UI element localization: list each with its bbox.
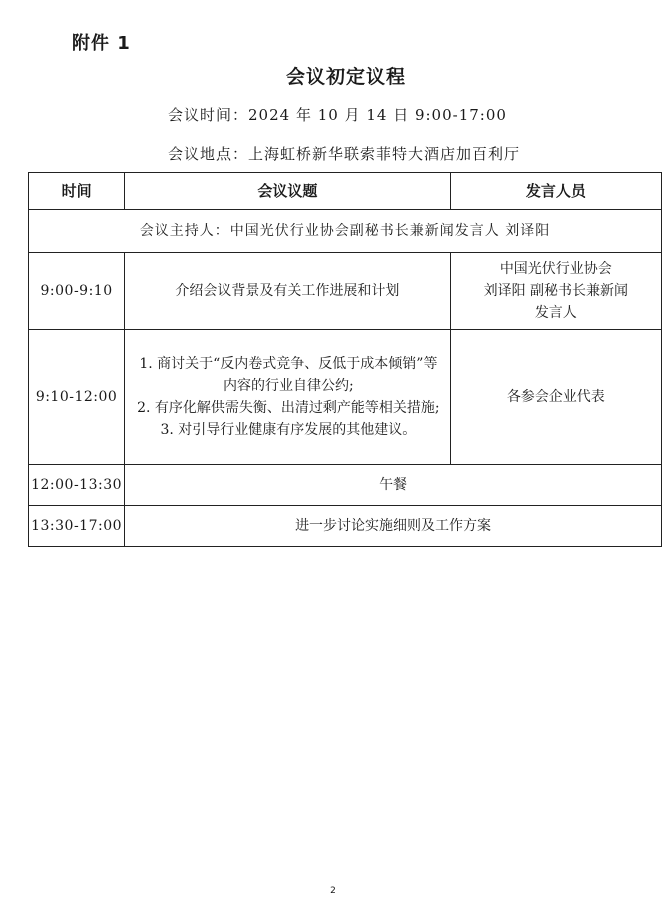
column-header-time: 时间	[29, 173, 125, 210]
merged-cell: 午餐	[125, 465, 662, 506]
topic-cell: 介绍会议背景及有关工作进展和计划	[125, 253, 451, 330]
topic-item: 3. 对引导行业健康有序发展的其他建议。	[160, 422, 417, 438]
table-header-row	[29, 173, 662, 210]
meeting-place: 会议地点：上海虹桥新华联索菲特大酒店加百利厅	[168, 145, 521, 163]
topic-item: 1. 商讨关于“反内卷式竞争、反低于成本倾销”等内容的行业自律公约;	[139, 356, 438, 394]
topic-item: 2. 有序化解供需失衡、出清过剩产能等相关措施;	[137, 400, 440, 416]
column-header-topic: 会议议题	[125, 173, 451, 210]
topic-cell	[125, 330, 451, 465]
time-cell: 13:30-17:00	[29, 506, 125, 547]
time-cell: 9:10-12:00	[29, 330, 125, 465]
table-row	[29, 465, 662, 506]
speaker-line: 中国光伏行业协会	[499, 261, 612, 277]
page-number: 2	[330, 886, 336, 896]
table-row	[29, 330, 662, 465]
speaker-cell	[450, 253, 661, 330]
speaker-line: 发言人	[534, 305, 577, 321]
table-row	[29, 253, 662, 330]
column-header-speaker: 发言人员	[450, 173, 661, 210]
attachment-label: 附件 1	[72, 33, 131, 54]
merged-cell: 进一步讨论实施细则及工作方案	[125, 506, 662, 547]
host-cell: 会议主持人：中国光伏行业协会副秘书长兼新闻发言人 刘译阳	[29, 210, 662, 253]
time-cell: 9:00-9:10	[29, 253, 125, 330]
time-cell: 12:00-13:30	[29, 465, 125, 506]
speaker-cell: 各参会企业代表	[450, 330, 661, 465]
document-title: 会议初定议程	[285, 66, 406, 88]
host-row	[29, 210, 662, 253]
agenda-table	[28, 172, 662, 547]
speaker-line: 刘译阳 副秘书长兼新闻	[483, 283, 629, 299]
meeting-time: 会议时间：2024 年 10 月 14 日 9:00-17:00	[168, 106, 507, 124]
table-row	[29, 506, 662, 547]
